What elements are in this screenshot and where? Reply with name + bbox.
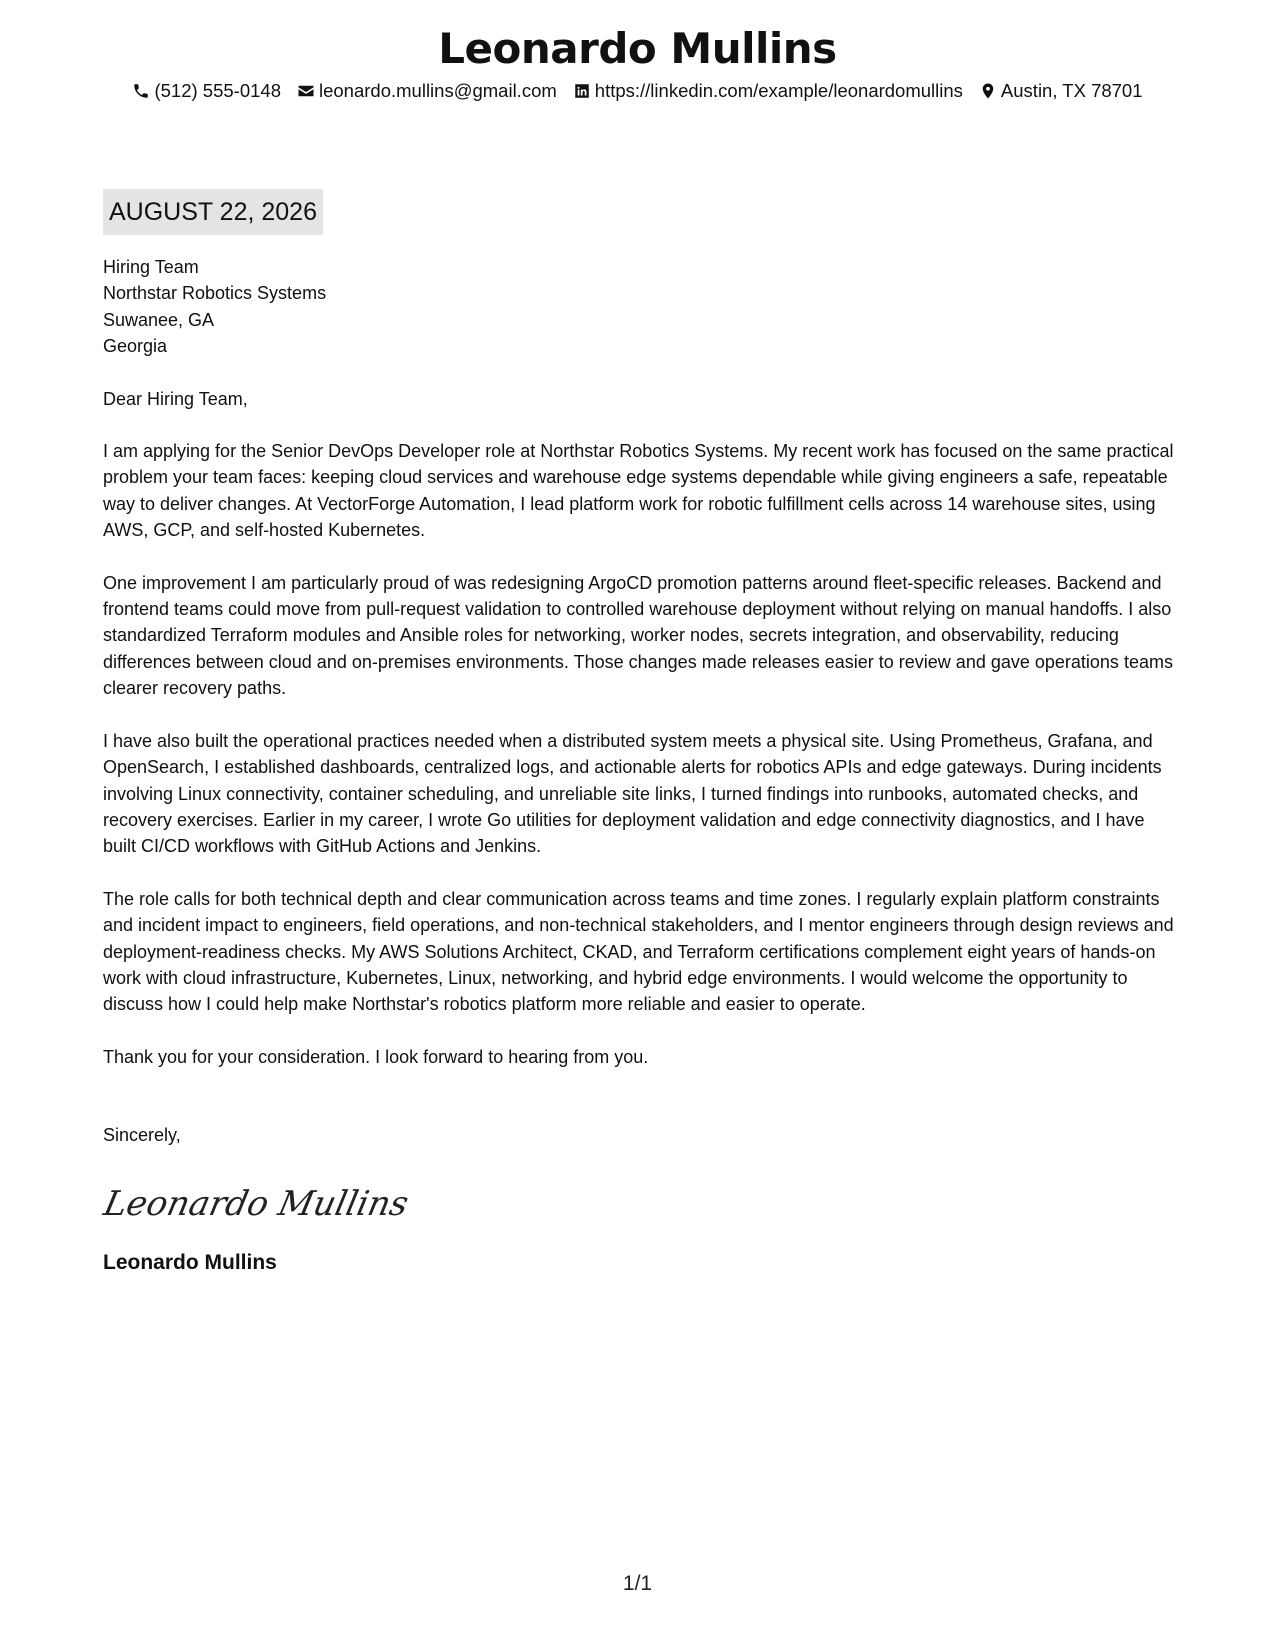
closing: Sincerely, <box>103 1125 181 1146</box>
page-number: 1/1 <box>622 1572 653 1595</box>
body-paragraph: I have also built the operational practices needed when a distributed system meets a physical site. Using Prometheus, Grafana, and OpenSearch, I established dashboards, centralized logs, and actionable alerts for robotics APIs and edge gateways. During incidents involving Linux connectivity, container scheduling, and unreliable site links, I turned findings into runbooks, automated checks, and recovery exercises. Earlier in my career, I wrote Go utilities for deployment validation and edge connectivity diagnostics, and I have built CI/CD workflows with GitHub Actions and Jenkins. <box>103 730 1162 857</box>
recipient-city: Suwanee, GA <box>103 309 215 330</box>
linkedin-icon <box>573 82 591 100</box>
phone-icon <box>132 82 150 100</box>
signature-text: Leonardo Mullins <box>100 1183 412 1224</box>
body-paragraph: I am applying for the Senior DevOps Developer role at Northstar Robotics Systems. My recent work has focused on the same practical problem your team faces: keeping cloud services and warehouse edge systems dependable while giving engineers a safe, repeatable way to deliver changes. At VectorForge Automation, I lead platform work for robotic fulfillment cells across 14 warehouse sites, using AWS, GCP, and self-hosted Kubernetes. <box>103 441 1174 541</box>
contact-email[interactable] <box>297 78 557 104</box>
body-paragraph: The role calls for both technical depth and clear communication across teams and time zones. I regularly explain platform constraints and incident impact to engineers, field operations, and non-technical stakeholders, and I mentor engineers through design reviews and deployment-readiness checks. My AWS Solutions Architect, CKAD, and Terraform certifications complement eight years of hands-on work with cloud infrastructure, Kubernetes, Linux, networking, and hybrid edge environments. I would welcome the opportunity to discuss how I could help make Northstar's robotics platform more reliable and easier to operate. <box>103 888 1174 1015</box>
location-text: Austin, TX 78701 <box>1000 80 1143 101</box>
envelope-icon <box>297 82 315 100</box>
letter-body <box>100 254 1178 1277</box>
applicant-name: Leonardo Mullins <box>438 24 837 73</box>
phone-text: (512) 555-0148 <box>154 80 281 101</box>
contact-location <box>979 78 1143 104</box>
linkedin-link[interactable]: https://linkedin.com/example/leonardomullins <box>594 80 963 101</box>
salutation: Dear Hiring Team, <box>103 388 248 409</box>
contact-bar <box>0 78 1275 104</box>
email-link[interactable]: leonardo.mullins@gmail.com <box>318 80 557 101</box>
map-marker-icon <box>979 82 997 100</box>
recipient-company: Northstar Robotics Systems <box>103 283 327 304</box>
letter-date: AUGUST 22, 2026 <box>103 189 323 235</box>
recipient-block <box>103 254 1178 360</box>
signature-image <box>100 1173 412 1237</box>
contact-phone <box>132 78 281 104</box>
signer-name: Leonardo Mullins <box>103 1250 277 1274</box>
recipient-state: Georgia <box>103 336 168 357</box>
body-paragraph: One improvement I am particularly proud of was redesigning ArgoCD promotion patterns around fleet-specific releases. Backend and frontend teams could move from pull-request validation to controlled warehouse deployment without relying on manual handoffs. I also standardized Terraform modules and Ansible roles for networking, worker nodes, secrets integration, and observability, reducing differences between cloud and on-premises environments. Those changes made releases easier to review and gave operations teams clearer recovery paths. <box>103 572 1173 699</box>
recipient-line: Hiring Team <box>103 257 199 277</box>
letter-header <box>0 22 1275 104</box>
body-paragraph: Thank you for your consideration. I look forward to hearing from you. <box>103 1046 649 1067</box>
contact-linkedin[interactable] <box>573 78 963 104</box>
